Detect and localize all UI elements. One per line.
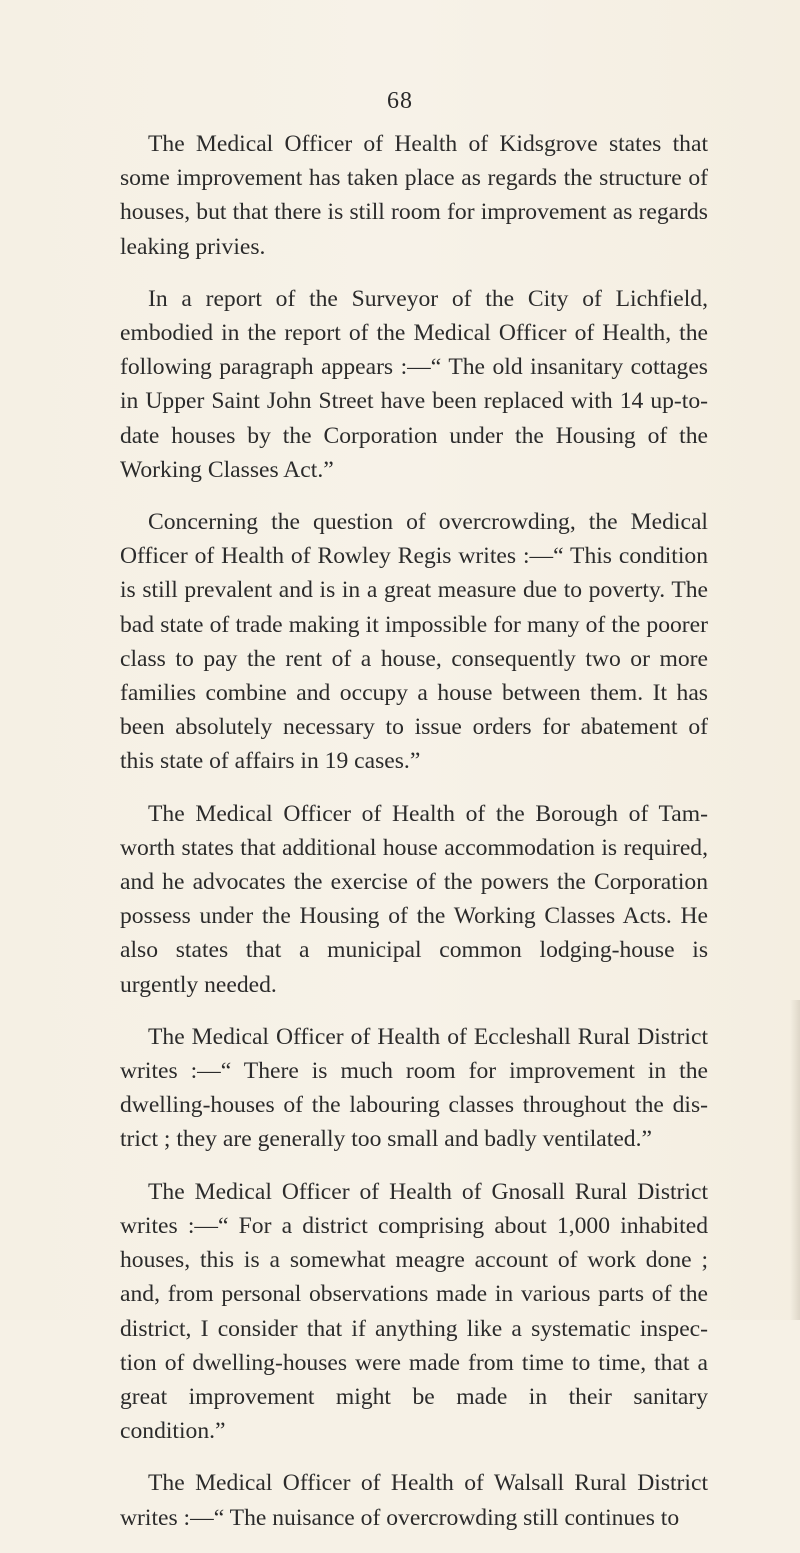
paragraph-gnosall: The Medical Officer of Health of Gnosall Rural District writes :—“ For a district comprising about 1,000 inhabited houses, this is a somewhat meagre account of work done ; and, from personal observations made in various parts of the district, I consider that if anything like a systematic inspec-tion of dwelling-houses were made from time to time, that a great improvement might be made in their sanitary condition.” <box>120 1178 708 1445</box>
page-edge-shadow <box>790 1000 800 1320</box>
paragraph-rowley-regis: Concerning the question of overcrowding, the Medical Officer of Health of Rowley Regis writes :—“ This condition is still prevalent and is in a great measure due to poverty. The bad state of trade making it impossible for many of the poorer class to pay the rent of a house, consequently two or more families combine and occupy a house between them. It has been absolutely necessary to issue orders for abatement of this state of affairs in 19 cases.” <box>120 509 708 775</box>
body-text <box>120 127 708 1553</box>
paragraph-tamworth: The Medical Officer of Health of the Borough of Tam-worth states that additional house accommodation is required, and he advocates the exercise of the powers the Corporation possess under the Housing of the Working Classes Acts. He also states that a municipal common lodging-house is urgently needed. <box>120 800 708 998</box>
page-number: 68 <box>387 88 413 114</box>
paragraph-walsall: The Medical Officer of Health of Walsall Rural District writes :—“ The nuisance of overcrowding still continues to <box>120 1470 708 1531</box>
paragraph-eccleshall: The Medical Officer of Health of Eccleshall Rural District writes :—“ There is much room for improvement in the dwelling-houses of the labouring classes throughout the dis-trict ; they are generally too small and badly ventilated.” <box>120 1023 708 1153</box>
paragraph-kidsgrove: The Medical Officer of Health of Kidsgrove states that some improvement has taken place as regards the structure of houses, but that there is still room for improvement as regards leaking privies. <box>120 131 708 260</box>
paragraph-lichfield: In a report of the Surveyor of the City of Lichfield, embodied in the report of the Medical Officer of Health, the following paragraph appears :—“ The old insanitary cottages in Upper Saint John Street have been replaced with 14 up-to-date houses by the Corporation under the Housing of the Working Classes Act.” <box>120 285 708 483</box>
